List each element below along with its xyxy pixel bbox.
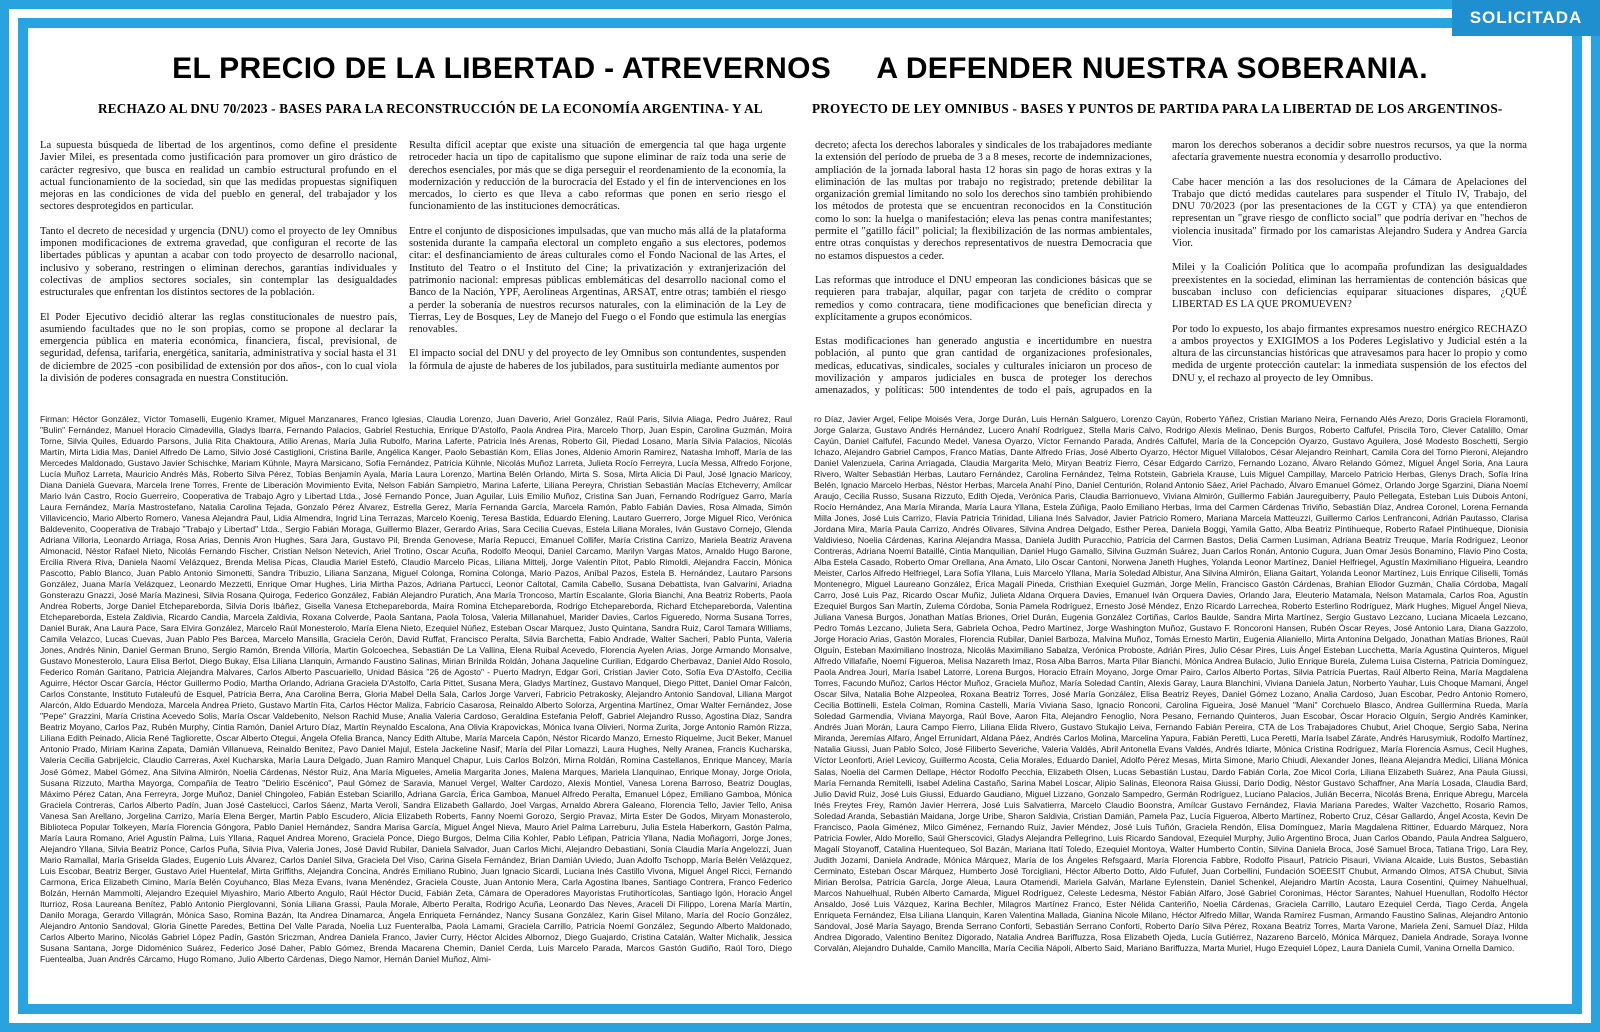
paragraph: La supuesta búsqueda de libertad de los argentinos, como define el presidente Javier Milei, es presentada como justificación para promover un giro drástico de carácter regresivo, que busca en realidad un cambio estructural profundo en el actual funcionamiento de la sociedad, sin que las medidas propuestas signifiquen mejoras en las condiciones de vida del pueblo en general, del trabajador y los sectores desprotegidos en particular. xyxy=(40,140,397,213)
headline xyxy=(0,52,1600,86)
paragraph: El Poder Ejecutivo decidió alterar las reglas constitucionales de nuestro país, asumiendo facultades que no le son propias, como se propone al declarar la emergencia pública en materia económica, financiera, fiscal, previsional, de seguridad, defensa, tarifaria, energética, sanitaria, administrativa y social hasta el 31 de diciembre de 2025 -con posibilidad de extensión por dos años-, con lo cual viola la división de poderes consagrada en nuestra Constitución. xyxy=(40,311,397,385)
subheadline-right: PROYECTO DE LEY OMNIBUS - BASES Y PUNTOS DE PARTIDA PARA LA LIBERTAD DE LOS ARGENTINOS- xyxy=(812,101,1503,116)
paragraph: Entre el conjunto de disposiciones impulsadas, que van mucho más allá de la plataforma sostenida durante la campaña electoral un completo engaño a sus electores, podemos citar: el desfinanciamiento de áreas culturales como el Fondo Nacional de las Artes, el Instituto del Teatro o el Instituto del Cine; la privatización y extranjerización del patrimonio nacional: empresas públicas emblemáticas del desarrollo nacional como el Banco de la Nación, YPF, Aerolíneas Argentinas, ARSAT, entre otras; también el riesgo a perder la soberanía de nuestros recursos naturales, con la eliminación de la Ley de Tierras, Ley de Bosques, Ley de Manejo del Fuego o el Fondo que estimula las energías renovables. xyxy=(409,225,786,336)
paragraph: maron los derechos soberanos a decidir sobre nuestros recursos, ya que la norma afectaría gravemente nuestra economía y desarrollo productivo. xyxy=(1172,140,1527,164)
headline-part-1: EL PRECIO DE LA LIBERTAD - ATREVERNOS xyxy=(172,52,832,85)
paragraph: Milei y la Coalición Política que lo acompaña profundizan las desigualdades preexistentes en la sociedad, eliminan las herramientas de contención básicas que buscaban incluso con deficiencias equiparar situaciones dispares, ¿QUÉ LIBERTAD ES LA QUE PROMUEVEN? xyxy=(1172,262,1527,311)
subheadline-left: RECHAZO AL DNU 70/2023 - BASES PARA LA RECONSTRUCCIÓN DE LA ECONOMÍA ARGENTINA- Y AL xyxy=(98,101,763,116)
paragraph: Las reformas que introduce el DNU empeoran las condiciones básicas que se requieren para trabajar, alquilar, pagar con tarjeta de crédito o comprar remedios y como contracara, tiene modificaciones que benefician directa y explícitamente a grupos económicos. xyxy=(815,274,1152,323)
solicitada-badge: SOLICITADA xyxy=(1452,0,1600,36)
signatures-left: Firman: Héctor González, Víctor Tomaselli, Eugenio Kramer, Miguel Manzanares, Franco Iglesias, Claudia Lorenzo, Juan Daverio, Ariel González, Raúl Paris, Silvia Aliaga, Pedro Juárez, Raul "Bulin" Fernández, Manuel Horacio Cimadevilla, Gladys Ibarra, Fernando Palacios, Gabriel Restuchia, Enrique D'Astolfo, Paola Andrea Pira, Marcelo Thorp, Juan Espin, Carolina Guzmán, Moira Torne, Silvia Quiles, Eduardo Parsons, Julia Rita Chaktoura, Atilio Arenas, María Julia Rubolfo, Marina Laferte, Patricia Inés Arenas, Roberto Gil, Piedad Losano, María Silvia Palacios, Nicolás Martín, Mirta Lidia Mas, Daniel Alfredo De Lamo, Silvio José Castiglioni, Cristina Barile, Angélica Kanger, Paolo Sebastián Korn, Elías Jones, Aldenio Amorin Ramirez, Natasha Imhoff, María de las Mercedes Maldonado, Gustavo Javier Schischke, Mariam Kühnle, Mayra Marsicano, Sofía Fernández, Patricia Kühnle, Nicolás Muñoz Larreta, Julieta Rocío Ferreyra, Lucía Messa, Alfredo Forjone, Lucía Muñoz Larreta, Mauricio Andrés Más, Roberto Silva Pérez, Tobías Benjamín Ayala, María Laura Lorenzo, Martina Belén Orlando, Mirta S. Sosa, Mirta Alicia Di Paul, José Ignacio Maricoy, Diana Daniela Guevara, Marcela Irene Torres, Frente de Liberación Movimiento Evita, Nelson Fabián Sampietro, Marina Laferte, Liliana Pereyra, Christian Sebastián Macías Etcheverry, Amílcar Mario Iván Castro, Rocío Guerreiro, Cooperativa de Trabajo Agro y Libertad Ltda., José Fernando Ponce, Juan Aguilar, Luis Emilio Muñoz, Cristina San Juan, Fernando Rodríguez Garro, María Laura Fernández, María Mastrostefano, Natalia Carolina Tejada, Gonzalo Pérez Álvarez, Estrella Gerez, María Fernanda García, Marcela Ramón, Pablo Fabián Davies, Rosa Almada, Simón Villavicencio, Mario Alberto Romero, Vanesa Alejandra Paul, Lidia Almendra, Ingrid Lina Terrazas, Marcelo Koenig, Teresa Bastida, Eduardo Elening, Lautaro Guerrero, Jorge Miguel Rico, Verónica Baldevenito, Cooperativa de Trabajo "Trabajo y Libertad" Ltda., Sergio Fabián Moraga, Guillermo Blazer, Gerardo Arias, Sara Cecilia Cuevas, Estela Liliana Morales, Iván Gustavo Cornejo, Glenda Adriana Villoria, Leonardo Arriaga, Rosa Arias, Dennis Aron Hughes, Sara Jara, Gustavo Pil, Brenda Genovese, María Repucci, Emanuel Collifer, María Cristina Carrizo, Mariela Beatriz Aravena Almonacid, Néstor Rafael Nieto, Nicolás Fernando Fischer, Cristian Nelson Netevich, Ariel Trotino, Oscar Acuña, Rodolfo Meoqui, Daniel Carcamo, Marilyn Vargas Matos, Arnaldo Hugo Barone, Ercilia Rivera Riva, Daniela Naomí Velázquez, Brenda Melisa Picas, Claudia Mariel Estefó, Claudio Marcelo Picas, Liliana Mittelj, Jorge Valentín Pitot, Pablo Rimoldi, Alejandra Faccin, Mónica Pascotto, Pablo Blanco, Juan Pablo Antonio Simonetti, Sandra Tribuzio, Liliana Sanzana, Miguel Colonga, Romina Colonga, Mario Pazos, Aníbal Pazos, Estela B. Hernández, Lautaro Parsons González, Juana María Velázquez, Leonardo Mezzetti, Enrique Omar Hughes, Liria Mirtha Pazos, Adriana Partucci, Leonor Caltotal, Camila Cabello, Susana Debattista, Ivan Galvarini, Ariadna Gonsterazu Gnazzi, José María Mazinesi, Silvia Rosana Quiroga, Federico González, Fabián Alejandro Puratich, Ana María Troncoso, Martín Escalante, Gloria Bianchi, Ana Beatriz Roberts, Paola Andrea Roberts, Jorge Daniel Etchepareborda, Silvia Doris Ibáñez, Gisella Vanesa Etchepareborda, Maira Romina Etchepareborda, Rodrigo Etchepareborda, Richard Etchepareborda, Valentina Etchepareborda, Estela Zaldivia, Ricardo Candia, Marcela Zaldivia, Roxana Colverde, Paola Santana, Paola Tolosa, Valeria Millanahuel, Marider Davies, Carlos Figueredo, Norma Susana Torres, Daniel Burak, Ana Laura Pace, Sara Elvira González, Marcelo Raúl Monesterolo, María Elena Nieto, Ezequiel Núñez, Esteban Oscar Marquez, Justo Quintana, Sandra Ruiz, Carol Tamara Williams, Camila Velazco, Lucas Cuevas, Juan Pablo Pes Barcea, Marcelo Mansilla, Graciela Cerón, David Ruffat, Francisco Peralta, Silvia Barchetta, Fabio Andrade, Walter Sacheri, Pablo Punta, Valeria Jones, Andrés Ninin, Daniel German Bruno, Sergio Ramón, Brenda Villoria, Martin Golcoechea, Sebastián De La Vallina, Elena Ruibal Acevedo, Florencia Ayelen Arias, Jorge Armando Monsalve, Gustavo Monesterolo, Laura Elisa Berlot, Diego Bukay, Elsa Liliana Llanquin, Armando Faustino Salinas, Mirian Brinilda Roldán, Johana Jaqueline Curilian, Edgardo Cherbavaz, Daniel Aldo Rosolo, Federico Román Garitano, Patricia Alejandra Malvares, Carlos Alberto Pascuariello, Unidad Básica "26 de Agosto" - Puerto Madryn, Edgar Gori, Cristian Javier Coto, Sofía Eva D'Astolfo, Cecilia Aguirre, Héctor Oscar García, Héctor Guillermo Podio, Martha Orlando, Adriana Graciela D'Astolfo, Carla Pittet, Susana Mera, Gladys Martínez, Gustavo Manquel, Diego Pittet, Daniel Omar Falcón, Carlos Constante, Instituto Futaleufú de Esquel, Patricia Berra, Ana Carolina Berra, Gloria Mabel Della Sala, Carlos Jorge Varveri, Fabricio Petrakosky, Alejandro Antonio Sandoval, Liliana Margot Alarcón, Aldo Eduardo Mendoza, Marcela Andrea Prieto, Gustavo Martín Fita, Carlos Héctor Maliza, Fabricio Casarosa, Reinaldo Alberto Solorza, Argentina Martínez, Omar Walter Fernández, Jose "Pepe" Grazzini, María Cristina Acevedo Solis, María Oscar Valdebenito, Nelson Rachid Muse, Analia Valeria Cardoso, Geraldina Estefania Peloff, Gabriel Alejandro Russo, Agostina Diaz, Sandra Beatriz Moyano, Carlos Paz, Rubén Murphy, Cintia Ramón, Daniel Arturo Díaz, Martín Reynaldo Escalona, Ana Olivia Krapovickas, Mónica Ivana Olivieri, Norma Zurita, Jorge Antonio Ramón Rizza, Liliana Edith Peinado, Alicia René Tagliorette, Óscar Alberto Otegui, Ángela Ofelia Branca, Nancy Edith Altube, María Marcela Capón, Néstor Ricardo Manzo, Ernesto Riquelme, Jucit Beker, Manuel Antonio Prado, Miriam Karina Zapata, Damián Villanueva, Reinaldo Benitez, Pavo Daniel Majul, Estela Jackeline Nasif, María del Pilar Lomazzi, Laura Hughes, Nelly Aranea, Francis Kucharska, Valeria Cecilia Gabrijelcic, Claudio Carreras, Axel Kucharska, María Laura Delgado, Juan Ramiro Manquel Chapur, Luis Carlos Bolzón, Mirna Roldán, Romina Castellanos, Enrique Mancey, María José Gómez, Mabel Gómez, Ana Silvina Almirón, Noelia Cárdenas, Néstor Ruiz, Ana María Migueles, Amelia Margarita Jones, Malena Marques, Mariela Llanquinao, Enrique Monay, Jorge Oriola, Susana Rizzuto, Martha Mayorga, Compañía de Teatro "Delirio Escénico", Paul Gómez de Saravia, Manuel Vergel, Walter Cardozo, Alexis Montiel, Vanesa Lorena Barroso, Beatriz Douglas, Máximo Pérez Catan, Ana Ferreyra, Jorge Muñoz, Daniel Chingoleo, Fabián Esteban Sciarillo, Adriana García, Érica Gamboa, Manuel Alfredo Peralta, Emanuel López, Emiliano Gamboa, Mónica Graciela Contreras, Carlos Alberto Padín, Juan José Castelucci, Carlos Sáenz, Marta Veroli, Sandra Elizabeth Gallardo, Joel Vargas, Arnaldo Abrera Galeano, Florencia Tello, Javier Tello, Anisa Vanesa San Arellano, Jorgelina Carrizo, María Elena Berger, Martin Pablo Escudero, Alicia Elizabeth Roberts, Fanny Noemi Gorozo, Sergio Pravaz, Mirta Ester De Godos, Miryam Monasterolo, Biblioteca Popular Tolkeyen, María Florencia Góngora, Pablo Daniel Hernández, Sandra Marisa García, Miguel Ángel Nieva, Mauro Ariel Palma Larreburu, Julia Estela Haberkorn, Gastón Palma, María Laura Romano, Ariel Agustín Palma, Luis Yllana, Raquel Andrea Moreno, Graciela Ponce, Diego Burgos, Delma Cilia Kohler, Pablo Lefipan, Patricia Yllana, Nadia Moñagorri, Jorge Jones, Alejandro Yllana, Silvia Beatriz Ponce, Carlos Puña, Silvia Piva, Valeria Jones, José David Rubilar, Daniela Salvador, Juan Carlos Michi, Alejandro Debastiani, Sonia Claudia María Angelozzi, Juan Mario Ramallal, María Griselda Glades, Eugenio Luis Álvarez, Carlos Daniel Silva, Graciela Del Viso, Carina Gisela Fernández, Brian Damián Uviedo, Juan Adolfo Tschopp, María Belén Velázquez, Luis Escobar, Beatriz Berger, Gustavo Ariel Huentelaf, Mirta Griffiths, Alejandra Concina, Andrés Emiliano Rubino, Juan Ignacio Sicardi, Luciana Inés Castillo Vivona, Miguel Ángel Ricci, Fernando Carmona, Erica Elizabeth Cimino, María Belén Coyuhanco, Blas Meza Evans, Ivana Menéndez, Graciela Couste, Juan Antonio Mera, Carla Agostina Ibanes, Santiago Contrera, Franco Federico Bolzán, Hernán Mammolti, Alejandro Ezequiel Miyashiro, Mario Alberto Angulo, Raúl Héctor Ducid, Fabián Zeta, Cámara de Operadores Mayoristas Frutihortícolas, Santiago Igón, Horacio Ángel Iturrioz, Rosa Laureana Benítez, Pablo Antonio Pierglovanni, Sonia Liliana Grassi, Paula Morale, Alberto Peralta, Rodrigo Acuña, Leonardo Das Neves, Araceli Di Filippo, Lorena María Martín, Danilo Moraga, Gerardo Villagrán, Mónica Saso, Romina Bazán, Ita Andrea Dinamarca, Ángela Enriqueta Fernández, Nancy Susana González, Karin Gisel Milano, María del Rocío González, Alejandro Antonio Sandoval, Gloria Ginette Paredes, Bettina Del Valle Parada, Noelia Luz Fuenteralba, Paola Lamami, Graciela Carrillo, Patricia Noemí González, Segundo Alberto Maldonado, Carlos Alberto Marino, Nicolás Gabriel López Padín, Gastón Sriczman, Andrea Daniela Franco, Javier Curry, Héctor Alcides Albornoz, Diego Guajardo, Cristina Catalán, Walter Michalik, Jessica Susana Santana, Jorge Didoménico Suárez, Federico José Daher, Pablo Gómez, Brenda Macarena Chemin, Daniel Cerda, Luis Marcelo Parada, Marcos Gastón Gudiño, Raúl Toro, Diego Fuentealba, Juan Andrés Cárcamo, Hugo Romano, Julio Alberto Cárdenas, Diego Namor, Hernán Daniel Muñoz, Almi- xyxy=(40,414,792,964)
headline-part-2: A DEFENDER NUESTRA SOBERANIA. xyxy=(876,52,1428,85)
paragraph: decreto; afecta los derechos laborales y sindicales de los trabajadores mediante la extensión del período de prueba de 3 a 8 meses, recorte de indemnizaciones, ampliación de la jornada laboral hasta 12 horas sin pago de horas extras y la eliminación de las multas por trabajo no registrado; pretende debilitar la organización gremial limitando no solo los derechos sino también prohibiendo los métodos de protesta que se encuentran reconocidos en la Constitución como lo son: la huelga o manifestación; eleva las penas contra manifestantes; permite el "gatillo fácil" policial; la flexibilización de las normas ambientales, entre otras conquistas y derechos representativos de nuestra Democracia que no estamos dispuestos a ceder. xyxy=(815,140,1152,262)
signatures-right: ro Díaz, Javier Argel, Felipe Moisés Vera, Jorge Durán, Luis Hernán Salguero, Lorenzo Cayún, Roberto Yáñez, Cristian Mariano Neira, Fernando Alés Arezo, Doris Graciela Floramonti, Jorge Galarza, Gustavo Andrés Hernández, Lucero Anahí Rodríguez, Stella Maris Calvo, Rodrigo Alexis Melinao, Denis Burgos, Roberto Calfufel, Priscila Toro, Clever Catalillo, Omar Cayún, Daniel Calfufel, Facundo Medel, Vanesa Oyarzo, Víctor Fernando Parada, Andrés Calfufel, María de la Concepción Oyarzo, Gustavo Aguilera, José Modesto Boschetti, Sergio Ichazo, Alejandro Gabriel Campos, Franco Matías, Dante Alfredo Frías, José Alberto Oyarzo, Héctor Miguel Villalobos, César Alejandro Reinhart, Camila Cora del Torno Pieroni, Alejandro Daniel Valenzuela, Carina Arriagada, Claudia Margarita Melo, Miryan Beatriz Fierro, César Edgardo Carrizo, Fernando Lozano, Álvaro Relando Gómez, Miguel Ángel Soria, Ana Laura Rivero, Walter Sebastián Herbas, Lautaro Fernández, Carolina Fernández, Telma Rotstein, Gabriela Krause, Luis Miguel Campillay, Marcelo Patricio Herbas, Glenys Drach, Sofía Irina Belén, Ignacio Marcelo Herbas, Néstor Herbas, Marcela Anahí Pino, Daniel Centurión, Roland Antonio Sáez, Ariel Pachado, Álvaro Emanuel Gómez, Orlando Jorge Sgarzini, Diana Noemí Araujo, Cecilia Russo, Susana Rizzuto, Edith Ojeda, Verónica Paris, Claudia Barrionuevo, Viviana Almirón, Guillermo Fabián Jaureguiberry, Paulo Pellegata, Esteban Luis Dubois Antoni, Rocío Hernández, Ana María Miranda, María Laura Yllana, Estela Zúñiga, Paolo Emiliano Herbas, Irma del Carmen Cárdenas Triviño, Sebastián Díaz, Andrea Coronel, Lorena Fernanda Milla Jones, José Luis Carrizo, Flavia Patricia Trinidad, Liliana Inés Salvador, Javier Patricio Romero, Mariana Marcela Matteuzzi, Guillermo Carlos Lenfranconi, Adrián Pautasso, Clarisa Jordana Mira, María Paula Carrizo, Andrés Olivares, Silvina Andrea Delgado, Esther Perea, Daniela Boggi, Yamila Gatto, Alba Beatriz Pintihueque, Roberto Rafael Pintihueque, Dionisia Valdivieso, Noelia Cárdenas, Karina Alejandra Massa, Daniela Judith Puracchio, Patricia del Carmen Bastos, Delia Carmen Lusiman, Adriana Beatriz Treuque, María Rodríguez, Leonor Contreras, Adriana Noemí Bataillé, Cintia Manquilian, Daniel Hugo Gamallo, Silvina Guzmán Suárez, Juan Carlos Ronán, Antonio Cugura, Juan Omar Jesús Bonamino, Flavio Pino Costa, Alba Estela Casado, Roberto Omar Orellana, Ana Amato, Lilo Oscar Cantoni, Norwena Janeth Hughes, Yolanda Leonor Martínez, Daniel Helfriegel, Agustín Maximiliano Higueira, Leandro Meister, Carlos Alfredo Helfriegel, Lara Sofía Yllana, Luis Marcelo Yllana, María Soledad Albistur, Ana Silvina Almirón, Eliana Gaitart, Yolanda Leonor Martínez, Luis Enrique Ciliselli, Tomás Montenegro, Miguel Laureano González, Érica Magalí Pineda, Cristhian Exequiel Guzmán, Jorge Melín, Francisco Gastón Cárdenas, Brahian Eliodor Guzmán, Chalia Córdoba, Magalí Carro, José Luis Paz, Ricardo Oscar Muñiz, Julieta Aldana Orquera Davies, Emanuel Iván Orquera Davies, Orlando Jara, Eleuterio Matamala, Nelson Matamala, Carlos Roa, Agustín Ezequiel Burgos San Martín, Zulema Córdoba, Sonia Pamela Rodríguez, Ernesto José Méndez, Enzo Ricardo Larrechea, Roberto Esterlino Rodríguez, Mark Hughes, Miguel Ángel Nieva, Juliana Vanesa Burgos, Jonathan Matías Briones, Oriel Durán, Eugenia González Cortiñas, Carlos Baulde, Sandra Mirta Martínez, Sergio Gustavo Lezcano, Luciana Micaela Lezcano, Pedro Tomás Lezcano, Julieta Sera, Gabriela Ochoa, Pedro Martínez, Jorge Washington Muñoz, Gustavo F. Roncoroni Hansen, Rubén Óscar Reyes, José Antonio Lara, Diana Gazzolo, Jorge Horacio Arias, Gastón Morales, Florencia Rubilar, Daniel Barboza, Malvina Muñoz, Tomás Ernesto Martin, Eugenia Alianiello, Mirta Antonina Delgado, Jonathan Matías Briones, Raúl Olguín, Esteban Maximiliano Inostroza, Nicolás Maximiliano Sabalza, Verónica Proboste, Adrián Pires, Julio César Pires, Luis Ángel Esteban Lucchetta, María Agustina Quinteros, Miguel Alfredo Villafañe, Noemí Figueroa, Melisa Nazareth Imaz, Rosa Alba Barros, Marta Pilar Bianchi, Mónica Andrea Bulacio, Julio Enrique Burela, Zulema Luisa Cisterna, Patricia Domínguez, Paola Andrea Jouri, María Isabel Latorre, Lorena Burgos, Horacio Efraín Moyano, Jorge Omar Pairo, Carlos Alberto Portas, Silvia Patricia Puertas, Raúl Alberto Reina, María Magdalena Torres, Facundo Muñoz, Carlos Héctor Muñoz, Graciela Muñoz, María Soledad Cantín, Alexis Garay, Laura Blanchini, Viviana Daniela Jatun, Norberto Yauhar, Luis Choque Mamani, Ángel Oscar Silva, Natalia Bohe Alzpeolea, Roxana Beatriz Torres, José María González, Elisa Beatriz Reyes, Daniel Gómez Lozano, Analia Cardoso, Juan Escobar, Pedro Antonio Romero, Cecilia Bottinelli, Estela Colman, Romina Castelli, María Viviana Saso, Ignacio Ronconi, Carolina Figueira, José Manuel "Mani" Corchuelo Blasco, Andrea Guillermina Rueda, María Soledad Garmendia, Viviana Mayorga, Raúl Bove, Aaron Fita, Alejandro Fenoglio, Nora Pesano, Fernando Quinteros, Juan Escobar, Óscar Horacio Olguín, Sergio Andrés Kaminker, Andrés Juan Morán, Laura Campo Fierro, Liliana Elida Rivero, Gustavo Stukajio Leiva, Fernando Fabián Pereira, CTA de Los Trabajadores Chubut, Ariel Choque, Sergio Saba, Nerina Miranda, Jeremías Alfaro, Ángel Errunidart, Aldana Páez, Andrés Carlos Molina, Marcelina Yapura, Fabián Peretti, Luca Peretti, María Isabel Zárate, Andrés Harusymiuk, Rodolfo Martínez, Natalia Giussi, Juan Pablo Solco, José Filiberto Severiche, Valeria Valdés, Abril Antonella Evans Valdés, Andrés Idiarte, Mónica Cristina Rodríguez, María Florencia Asmus, Cecil Hughes, Víctor Leonforti, Ariel Levicoy, Guillermo Acosta, Celia Morales, Eduardo Daniel, Adolfo Pérez Mesas, Mirta Simone, Mario Chiudi, Alexander Jones, Ileana Alejandra Medici, Liliana Mónica Salas, Noelia del Carmen Dellape, Héctor Rodolfo Pecchia, Elizabeth Olsen, Lucas Sebastián Lustau, Dardo Fabián Corla, Zoe Micol Corla, Liliana Elizabeth Suárez, Ana Paula Giussi, María Fernanda Remitelli, Isabel Adelina Castaño, Sarina Mabel Loscar, Alipio Salinas, Eleonora Raisa Giussi, Dario Dodig, Néstor Gustavo Schaffner, Ana María Losada, Claudia Bard, Julio David Ruiz, José Luis Giussi, Eduardo Gaudiano, Miguel Lizzano, Gonzalo Sampedro, Germán Rodríguez, Luciano Palacios, Julián Becerra, Nicolás Brena, Enrique Abregu, Marcela Inés Freytes Frey, Ramón Javier Herrera, José Luis Salvatierra, Marcelo Claudio Boonstra, Amílcar Gustavo Fernández, Flavia Mariana Paredes, Walter Vazchetto, Rosario Ramos, Soledad Aranda, Sebastián Maidana, Jorge Uribe, Sharon Saldivia, Cristian Damián, Pamela Paz, Lucía Figueroa, Alberto Martínez, Roberto Cruz, César Gallardo, Ángel Acosta, Kevin De Francisco, Paola Giménez, Milco Giménez, Fernando Ruiz, Javier Méndez, José Luis Tuñón, Graciela Rendón, Elisa Domínguez, María Magdalena Rittiner, Eduardo Márquez, Nora Patricia Fowler, Aldo Morello, Saúl Gherscovici, Gladys Alejandra Pellegrino, Luis Ricardo Sandoval, Ezequiel Murphy, Julio Argentino Broca, Juan Carlos Obando, Paula Andrea Salguero, Magalí Stoyanoff, Catalina Huentequeo, Sol Bazán, Mariana Itatí Toledo, Ezequiel Montoya, Walter Humberto Contín, Silvina Daniela Broca, José Samuel Broca, Tatiana Trigo, Lara Rey, Judith Jozami, Daniela Andrade, Mónica Márquez, María de los Ángeles Refsgaard, María Florencia Fabbre, Rodolfo Pisaurl, Patricio Pisauri, Viviana Alcaide, Luis Bustos, Sebastián Cerminato, Esteban Óscar Márquez, Humberto José Torcigliani, Héctor Alberto Dotto, Aldo Fufulef, Juan Corbellini, Fundación SOEESIT Chubut, Armando Olmos, ATSA Chubut, Silvia Mirian Berolsa, Patricia García, Jorge Aleua, Laura Otamendi, Mariela Galván, Marlane Eylenstein, Daniel Schenkel, Alejandro Martín Acosta, Laura Cosentini, Quimey Nahuelhual, Marcos Nahuelhual, Rubén Alberto Camarda, Miguel Rodríguez, Celeste Ledesma, Néstor Fabián Alfaro, José Gabriel Coronimas, Héctor Sarantes, Nahuel Huenullan, Rodolfo Héctor Ansaldo, José Luis Vázquez, Karina Bechler, Milagros Martínez Franco, Ester Nélida Canteriño, Noelia Cárdenas, Graciela Carrillo, Lautaro Ezequiel Cerda, Tiago Cerda, Ángela Enriqueta Fernández, Elsa Liliana Llanquin, Karen Valentina Mallada, Gianina Nicole Milano, Héctor Alfredo Millar, Wanda Ramírez Fusman, Armando Faustino Salinas, Alejandro Antonio Sandoval, José María Sayago, Brenda Serrano Conforti, Sebastián Serrano Conforti, Roberto Darío Silva Pérez, Roxana Beatriz Torres, Marta Varone, Mariela Zeni, Samuel Díaz, Hilda Andrea Digorado, Valentino Benítez Digorado, Natalia Andrea Bariffuzza, Rosa Elizabeth Ojeda, Lucía Gutiérrez, Nazareno Barceló, Mónica Márquez, Daniela Andrade, Soraya Ivonne Corvalán, Alejandro Duhalde, Camilo Mancilla, María Cecilia Nápoli, Alberto Said, Mariano Bariffuzza, Marta Muriel, Hugo Ezequiel López, Laura Daniela Cumil, Vanina Ornella Damico. xyxy=(814,414,1528,953)
paragraph: Por todo lo expuesto, los abajo firmantes expresamos nuestro enérgico RECHAZO a ambos proyectos y EXIGIMOS a los Poderes Legislativo y Judicial estén a la altura de las circunstancias históricas que atravesamos para hacer lo propio y como medida de urgente protección cautelar: la inmediata suspensión de los efectos del DNU y, el rechazo al proyecto de ley Omnibus. xyxy=(1172,323,1527,384)
paragraph: Tanto el decreto de necesidad y urgencia (DNU) como el proyecto de ley Omnibus imponen modificaciones de extrema gravedad, que configuran el recorte de las libertades públicas y apuntan a acabar con todo proyecto de desarrollo nacional, inclusivo y soberano, restringen o eliminan derechos, garantías individuales y colectivas de amplios sectores sociales, sin contemplar las desigualdades estructurales que enfrentan los distintos sectores de la población. xyxy=(40,225,397,299)
paragraph: Cabe hacer mención a las dos resoluciones de la Cámara de Apelaciones del Trabajo que dictó medidas cautelares para suspender el Título IV, Trabajo, del DNU 70/2023 (por las presentaciones de la CGT y CTA) ya que entendieron representan un "grave riesgo de conflicto social" que podría derivar en "hechos de violencia inusitada" firmado por los camaristas Alejandro Sudera y Andrea García Vior. xyxy=(1172,176,1527,250)
paragraph: El impacto social del DNU y del proyecto de ley Omnibus son contundentes, suspenden la fórmula de ajuste de haberes de los jubilados, para sustituirla mediante aumentos por xyxy=(409,348,786,372)
text-column-4 xyxy=(1172,140,1527,396)
paragraph: Resulta difícil aceptar que existe una situación de emergencia tal que haga urgente retroceder hacia un tipo de capitalismo que supone eliminar de raíz toda una serie de derechos esenciales, por más que se diga perseguir el reordenamiento de la economía, la modernización y reducción de la burocracia del Estado y el fin de intervenciones en los mercados, lo cierto es que lleva a cabo reformas que ponen en serio riesgo el funcionamiento de las instituciones democráticas. xyxy=(409,140,786,213)
paragraph: Estas modificaciones han generado angustia e incertidumbre en nuestra población, al punto que gran cantidad de organizaciones profesionales, medicas, educativas, sindicales, sociales y culturales iniciaron un proceso de movilización y amparos judiciales en busca de proteger los derechos amenazados, y políticas: 500 intendentes de todo el país, agrupados en la xyxy=(815,336,1152,396)
text-column-3 xyxy=(815,140,1152,396)
text-column-2 xyxy=(409,140,786,396)
text-column-1 xyxy=(40,140,397,396)
